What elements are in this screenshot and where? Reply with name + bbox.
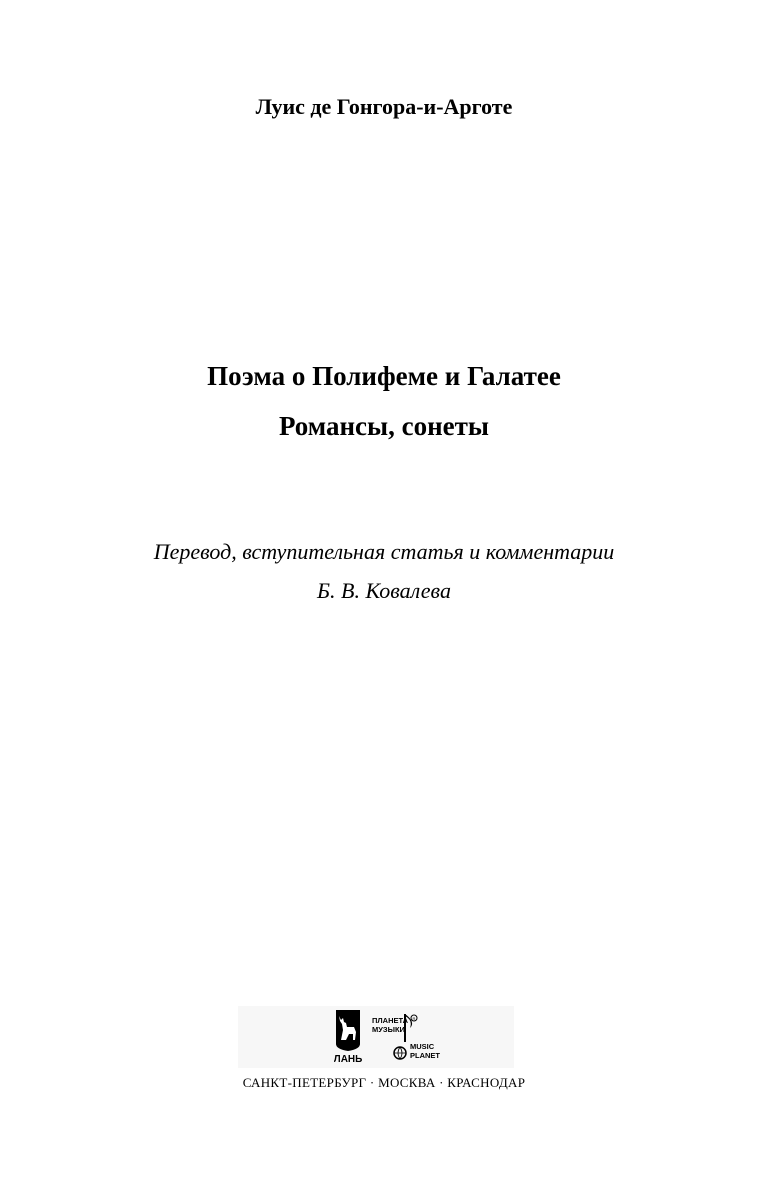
planet-logo-line-1: ПЛАНЕТА <box>372 1016 409 1025</box>
planet-logo-line-2: МУЗЫКИ <box>372 1025 405 1034</box>
book-subtitle: Романсы, сонеты <box>278 411 489 441</box>
planet-logo-line-3: MUSIC <box>410 1042 435 1051</box>
book-title: Поэма о Полифеме и Галатее <box>207 361 561 391</box>
publisher-cities: САНКТ-ПЕТЕРБУРГ · МОСКВА · КРАСНОДАР <box>242 1075 526 1090</box>
publisher-logos <box>238 1006 514 1068</box>
book-author: Луис де Гонгора-и-Арготе <box>255 94 513 119</box>
translation-credit: Перевод, вступительная статья и комментарии <box>153 539 615 564</box>
lan-deer-logo-icon <box>334 1008 362 1064</box>
lan-logo-text: ЛАНЬ <box>334 1054 362 1064</box>
svg-text:R: R <box>412 1016 416 1021</box>
translator-name: Б. В. Ковалева <box>317 578 451 603</box>
music-planet-logo-icon <box>368 1012 458 1064</box>
planet-logo-line-4: PLANET <box>410 1051 440 1060</box>
